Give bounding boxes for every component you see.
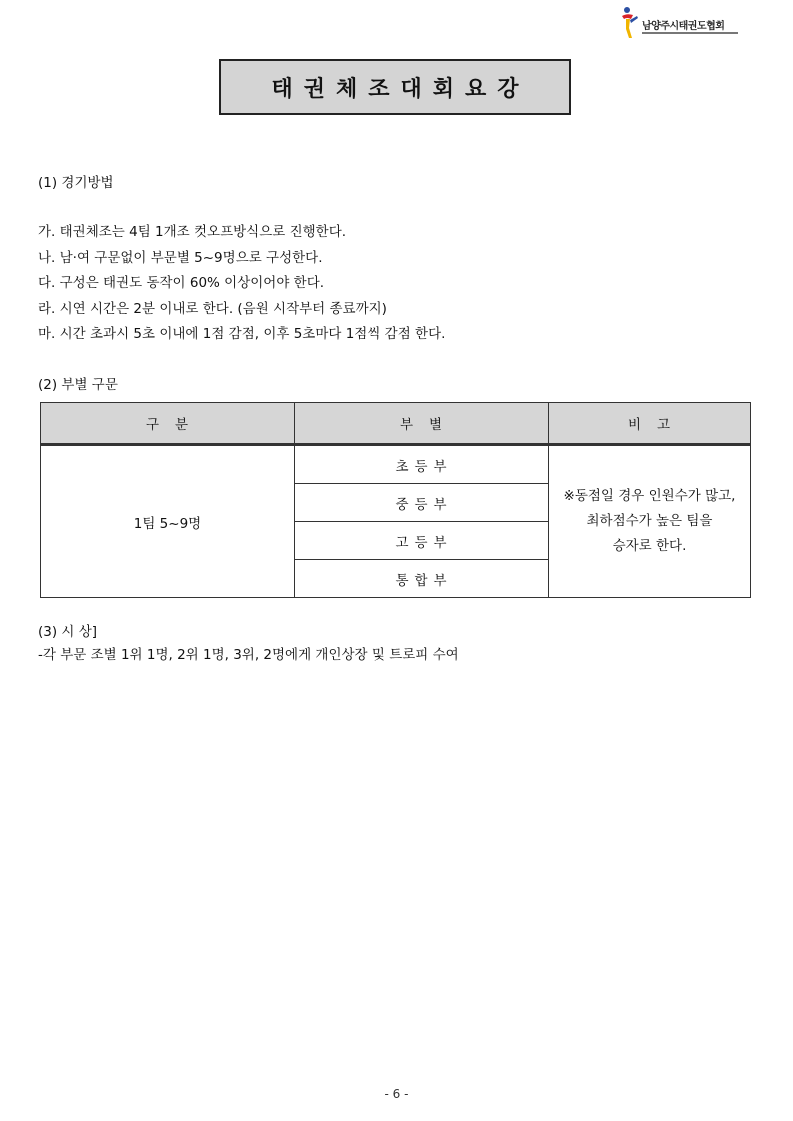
awards-heading: (3) 시 상] xyxy=(38,624,98,640)
note-cell xyxy=(549,445,751,598)
logo-subline xyxy=(642,32,738,34)
association-logo xyxy=(618,6,738,40)
page-number: - 6 - xyxy=(384,1087,409,1101)
division-cell: 초등부 xyxy=(295,445,549,484)
association-name: 남양주시태권도협회 xyxy=(642,21,725,32)
table-row xyxy=(41,445,751,484)
note-line: 최하점수가 높은 팀을 xyxy=(586,513,713,529)
method-item: 나. 남·여 구문없이 부문별 5~9명으로 구성한다. xyxy=(38,250,323,266)
division-cell: 통합부 xyxy=(295,560,549,598)
division-heading: (2) 부별 구문 xyxy=(38,377,118,393)
header-cell: 비고 xyxy=(549,403,751,445)
page-title: 태권체조대회요강 xyxy=(271,76,530,102)
method-item: 라. 시연 시간은 2분 이내로 한다. (음원 시작부터 종료까지) xyxy=(38,301,387,317)
division-cell: 고등부 xyxy=(295,522,549,560)
group-cell: 1팀 5~9명 xyxy=(41,445,295,598)
division-table xyxy=(40,402,751,598)
header-cell: 부별 xyxy=(295,403,549,445)
note-line: 승자로 한다. xyxy=(612,538,687,554)
method-item: 다. 구성은 태권도 동작이 60% 이상이어야 한다. xyxy=(38,275,325,291)
title-box xyxy=(219,59,571,115)
method-item: 가. 태권체조는 4팀 1개조 컷오프방식으로 진행한다. xyxy=(38,224,347,240)
header-cell: 구분 xyxy=(41,403,295,445)
association-emblem-icon xyxy=(618,6,640,40)
awards-text: -각 부문 조별 1위 1명, 2위 1명, 3위, 2명에게 개인상장 및 트로피 수여 xyxy=(38,647,459,663)
method-item: 마. 시간 초과시 5초 이내에 1점 감점, 이후 5초마다 1점씩 감점 한다. xyxy=(38,326,446,342)
note-line: ※동점일 경우 인원수가 많고, xyxy=(563,488,736,504)
method-heading: (1) 경기방법 xyxy=(38,175,114,191)
division-cell: 중등부 xyxy=(295,484,549,522)
table-header-row xyxy=(41,403,751,445)
